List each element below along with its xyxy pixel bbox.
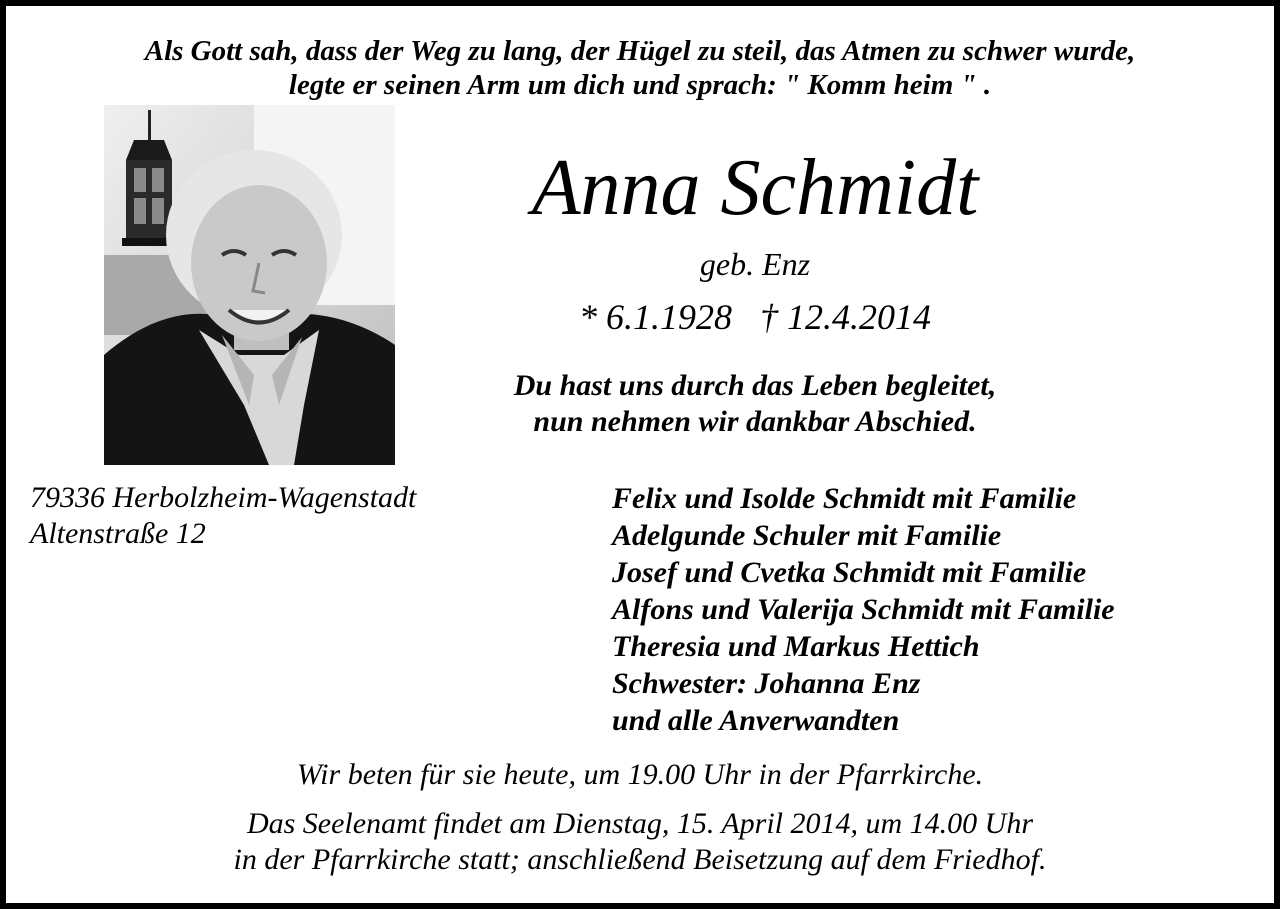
motto-line-2: legte er seinen Arm um dich und sprach: " Komm heim " . [288,69,992,101]
portrait-photo-icon [104,105,395,465]
life-dates [500,294,1010,340]
mourner-entry: Felix und Isolde Schmidt mit Familie [612,482,1077,515]
mourner-entry: Theresia und Markus Hettich [612,630,980,663]
mourner-entry: Adelgunde Schuler mit Familie [612,519,1002,552]
prayer-notice: Wir beten für sie heute, um 19.00 Uhr in der Pfarrkirche. [296,758,984,791]
requiem-line-2: in der Pfarrkirche statt; anschließend Beisetzung auf dem Friedhof. [233,843,1047,876]
requiem-notice [0,806,1280,878]
mourner-address [30,480,416,552]
address-street: Altenstraße 12 [30,517,206,550]
mourner-entry: Alfons und Valerija Schmidt mit Familie [612,593,1115,626]
address-city: 79336 Herbolzheim-Wagenstadt [30,481,417,514]
portrait-photo [104,105,395,465]
death-date: † 12.4.2014 [760,297,931,337]
motto-line-1: Als Gott sah, dass der Weg zu lang, der Hügel zu steil, das Atmen zu schwer wurde, [144,35,1136,67]
farewell-verse [420,368,1090,440]
verse-line-1: Du hast uns durch das Leben begleitet, [513,369,997,402]
mourner-entry: Josef und Cvetka Schmidt mit Familie [612,556,1087,589]
birth-date: * 6.1.1928 [579,297,732,337]
verse-line-2: nun nehmen wir dankbar Abschied. [533,405,977,438]
maiden-name: geb. Enz [699,246,811,282]
mourners-list [612,480,1115,739]
mourner-entry: Schwester: Johanna Enz [612,667,921,700]
mourner-entry: und alle Anverwandten [612,704,900,737]
requiem-line-1: Das Seelenamt findet am Dienstag, 15. April 2014, um 14.00 Uhr [246,807,1034,840]
motto-text [0,34,1280,102]
deceased-name: Anna Schmidt [531,144,979,232]
